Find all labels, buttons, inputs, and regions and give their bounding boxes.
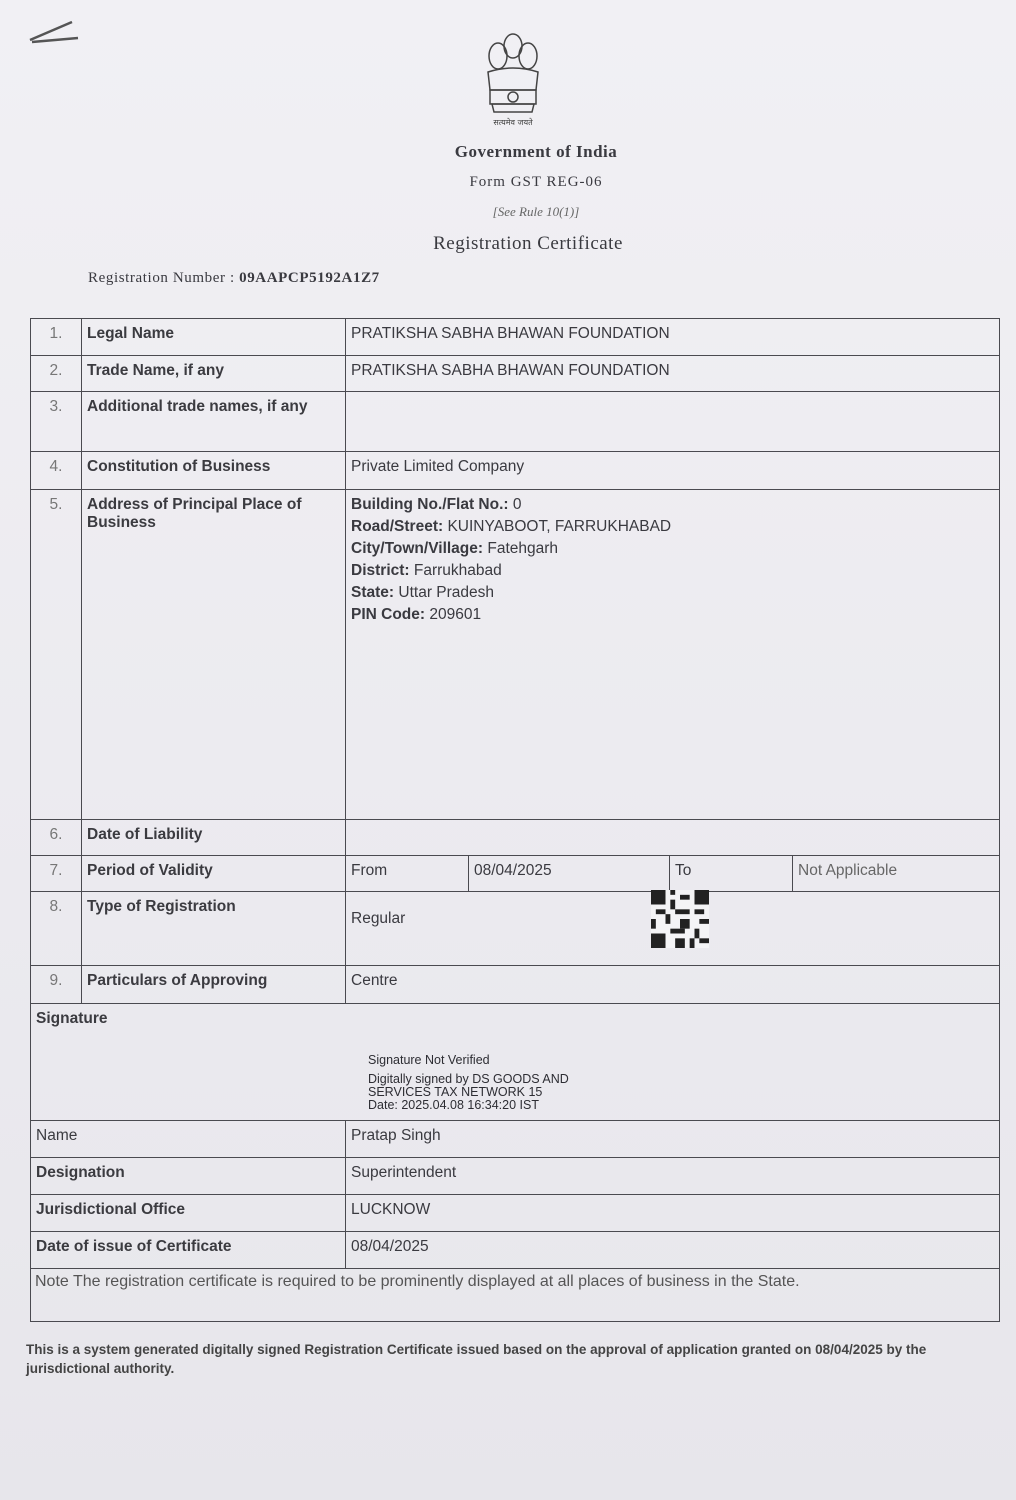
table-row — [31, 1121, 1000, 1158]
officer-name-label: Name — [31, 1121, 346, 1158]
note-cell — [31, 1269, 1000, 1322]
table-row — [31, 356, 1000, 392]
row-number: 6. — [31, 820, 82, 856]
jurisdictional-office-label: Jurisdictional Office — [31, 1195, 346, 1232]
table-row — [31, 1232, 1000, 1269]
registration-type-cell — [346, 892, 1000, 966]
row-number: 5. — [31, 490, 82, 820]
building-value: 0 — [512, 496, 522, 513]
validity-to-value: Not Applicable — [793, 856, 1000, 892]
table-row — [31, 1195, 1000, 1232]
designation-label: Designation — [31, 1158, 346, 1195]
rule-reference: [See Rule 10(1)] — [492, 204, 580, 219]
validity-from-value: 08/04/2025 — [469, 856, 670, 892]
table-row — [31, 319, 1000, 356]
city-value: Fatehgarh — [487, 540, 559, 557]
officer-name-value: Pratap Singh — [346, 1121, 1000, 1158]
row-number: 8. — [31, 892, 82, 966]
row-label: Date of Liability — [82, 820, 346, 856]
table-row — [31, 856, 1000, 892]
address-value — [346, 490, 1000, 820]
registration-number — [88, 270, 380, 287]
validity-from-label: From — [346, 856, 469, 892]
signature-signer-cont: SERVICES TAX NETWORK 15 — [368, 1085, 543, 1099]
legal-name-value: PRATIKSHA SABHA BHAWAN FOUNDATION — [346, 319, 1000, 356]
row-label: Legal Name — [82, 319, 346, 356]
pin-label: PIN Code: — [351, 606, 426, 623]
table-row — [31, 820, 1000, 856]
designation-value: Superintendent — [346, 1158, 1000, 1195]
row-number: 1. — [31, 319, 82, 356]
row-number: 7. — [31, 856, 82, 892]
jurisdictional-office-value: LUCKNOW — [346, 1195, 1000, 1232]
row-label: Type of Registration — [82, 892, 346, 966]
certificate-title: Registration Certificate — [433, 233, 623, 254]
row-label: Constitution of Business — [82, 452, 346, 490]
signature-label: Signature — [36, 1010, 108, 1027]
row-label: Particulars of Approving — [82, 966, 346, 1004]
emblem-motto: सत्यमेव जयते — [493, 118, 533, 127]
approving-particulars-value: Centre — [346, 966, 1000, 1004]
state-value: Uttar Pradesh — [398, 584, 495, 601]
table-row — [31, 1158, 1000, 1195]
trade-name-value: PRATIKSHA SABHA BHAWAN FOUNDATION — [346, 356, 1000, 392]
table-row — [31, 966, 1000, 1004]
note-label: Note — [35, 1273, 69, 1290]
signature-status: Signature Not Verified — [368, 1053, 490, 1067]
registration-number-label: Registration Number : — [88, 270, 235, 286]
district-label: District: — [351, 562, 410, 579]
signature-signer: Digitally signed by DS GOODS AND — [368, 1072, 569, 1086]
row-label: Period of Validity — [82, 856, 346, 892]
row-number: 4. — [31, 452, 82, 490]
table-row — [31, 452, 1000, 490]
registration-type-value: Regular — [351, 910, 406, 927]
digital-signature — [368, 1054, 994, 1112]
road-label: Road/Street: — [351, 518, 444, 535]
table-row — [31, 392, 1000, 452]
road-value: KUINYABOOT, FARRUKHABAD — [447, 518, 672, 535]
row-label: Address of Principal Place of Business — [82, 490, 346, 820]
date-of-liability-value — [346, 820, 1000, 856]
table-row — [31, 892, 1000, 966]
row-label: Trade Name, if any — [82, 356, 346, 392]
note-row — [31, 1269, 1000, 1322]
row-label: Additional trade names, if any — [82, 392, 346, 452]
signature-date: Date: 2025.04.08 16:34:20 IST — [368, 1098, 539, 1112]
certificate-table — [30, 318, 1000, 1322]
form-number: Form GST REG-06 — [469, 174, 603, 190]
registration-number-value: 09AAPCP5192A1Z7 — [239, 270, 380, 286]
signature-cell — [31, 1004, 1000, 1121]
additional-trade-names-value — [346, 392, 1000, 452]
signature-row — [31, 1004, 1000, 1121]
system-generated-footer: This is a system generated digitally signed Registration Certificate issued based on the approval of application granted on 08/04/2025 by the jurisdictional authority. — [26, 1342, 927, 1376]
constitution-value: Private Limited Company — [346, 452, 1000, 490]
state-label: State: — [351, 584, 395, 601]
government-heading: Government of India — [454, 142, 618, 161]
city-label: City/Town/Village: — [351, 540, 484, 557]
validity-to-label: To — [670, 856, 793, 892]
row-number: 9. — [31, 966, 82, 1004]
pin-value: 209601 — [429, 606, 482, 623]
issue-date-label: Date of issue of Certificate — [31, 1232, 346, 1269]
row-number: 3. — [31, 392, 82, 452]
building-label: Building No./Flat No.: — [351, 496, 509, 513]
pen-mark — [28, 18, 88, 48]
district-value: Farrukhabad — [413, 562, 502, 579]
row-number: 2. — [31, 356, 82, 392]
note-text: The registration certificate is required to be prominently displayed at all places of business in the State. — [72, 1273, 800, 1290]
issue-date-value: 08/04/2025 — [346, 1232, 1000, 1269]
table-row — [31, 490, 1000, 820]
qr-code-icon — [650, 890, 710, 948]
